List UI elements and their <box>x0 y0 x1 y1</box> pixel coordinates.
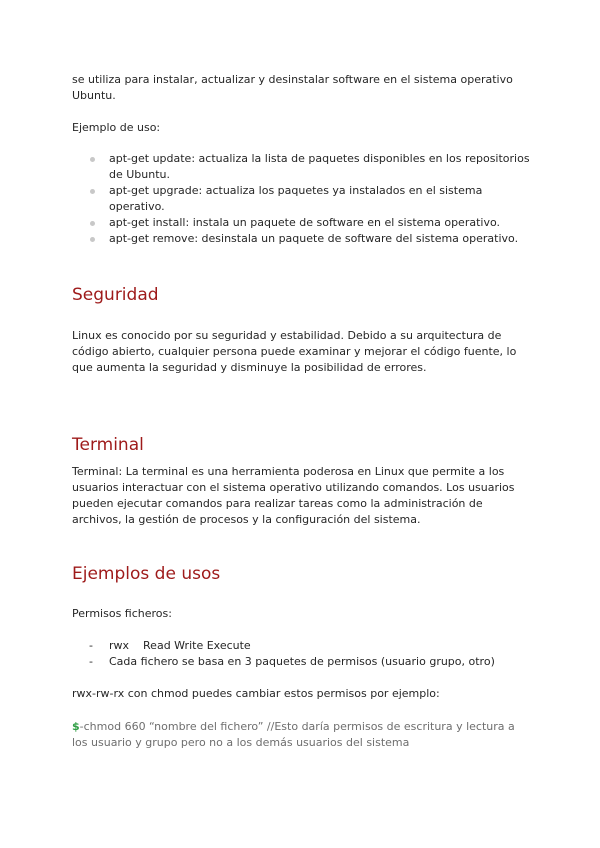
bullet-icon <box>90 157 95 162</box>
permissions-list <box>72 638 532 670</box>
list-item: apt-get install: instala un paquete de software en el sistema operativo. <box>72 215 532 231</box>
bullet-icon <box>90 189 95 194</box>
dash-bullet: - <box>89 655 93 668</box>
list-item: - rwx Read Write Execute <box>89 639 251 652</box>
list-item: apt-get update: actualiza la lista de paquetes disponibles en los repositorios de Ubuntu. <box>72 151 532 183</box>
example-label: Ejemplo de uso: <box>72 121 161 134</box>
list-item: - Cada fichero se basa en 3 paquetes de permisos (usuario grupo, otro) <box>89 655 495 668</box>
security-paragraph: Linux es conocido por su seguridad y estabilidad. Debido a su arquitectura de código abierto, cualquier persona puede examinar y mejorar el código fuente, lo que aumenta la seguridad y disminuye la posibilidad de errores. <box>72 329 517 374</box>
terminal-prompt: $ <box>72 720 80 733</box>
section-heading-terminal: Terminal <box>72 435 144 455</box>
intro-paragraph: se utiliza para instalar, actualizar y desinstalar software en el sistema operativo Ubuntu. <box>72 73 513 102</box>
list-item: apt-get upgrade: actualiza los paquetes ya instalados en el sistema operativo. <box>72 183 532 215</box>
dash-bullet: - <box>89 639 93 652</box>
section-heading-ejemplos: Ejemplos de usos <box>72 564 221 584</box>
chmod-paragraph: rwx-rw-rx con chmod puedes cambiar estos permisos por ejemplo: <box>72 687 440 700</box>
bullet-icon <box>90 237 95 242</box>
bullet-icon <box>90 221 95 226</box>
permissions-label: Permisos ficheros: <box>72 607 172 620</box>
list-item: apt-get remove: desinstala un paquete de software del sistema operativo. <box>72 231 532 247</box>
terminal-paragraph: Terminal: La terminal es una herramienta poderosa en Linux que permite a los usuarios interactuar con el sistema operativo utilizando comandos. Los usuarios pueden ejecutar comandos para realizar tareas como la administración de archivos, la gestión de procesos y la configuración del sistema. <box>72 465 515 526</box>
section-heading-seguridad: Seguridad <box>72 285 159 305</box>
chmod-command-example: $-chmod 660 “nombre del fichero” //Esto daría permisos de escritura y lectura a los usuario y grupo pero no a los demás usuarios del sistema <box>72 720 515 749</box>
apt-examples-list <box>72 151 532 247</box>
